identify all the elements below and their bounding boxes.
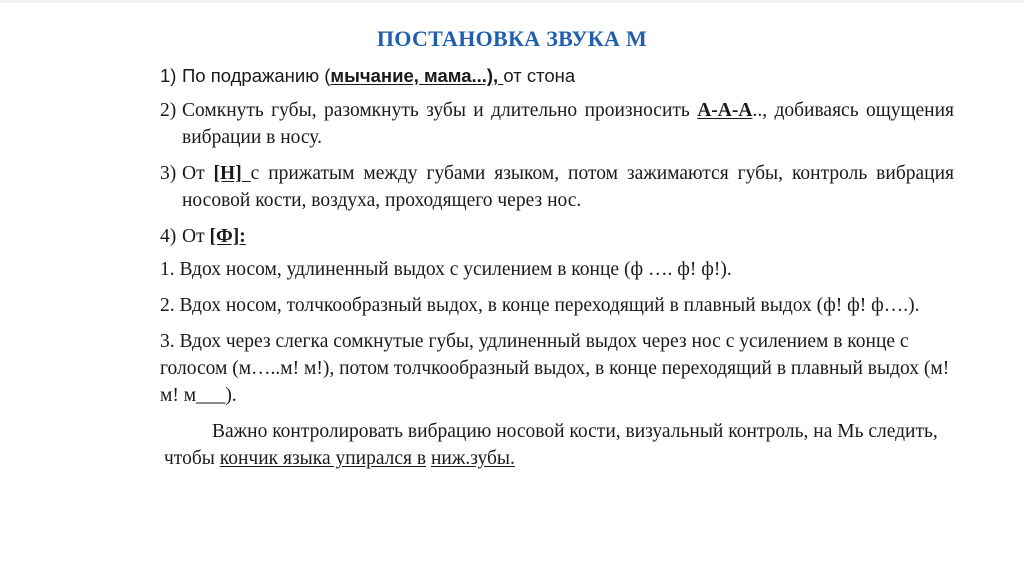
sub-item-1: 1. Вдох носом, удлиненный выдох с усилением в конце (ф …. ф! ф!). — [160, 259, 732, 280]
slide-content — [160, 62, 954, 472]
top-divider — [0, 0, 1024, 3]
item2-text-before: Сомкнуть губы, разомкнуть зубы и длительно произносить — [182, 100, 698, 121]
sub-item-3-end: ). — [225, 385, 237, 406]
item1-text-after: от стона — [503, 65, 576, 86]
sub-item-3 — [160, 328, 954, 409]
item1-bold-text: мычание, мама...), — [330, 65, 504, 86]
item3-text-before: От — [182, 163, 214, 184]
list-number-2: 2) — [160, 100, 177, 121]
item4-text-before: От — [182, 226, 210, 247]
note-underlined-2: ниж.зубы. — [431, 448, 515, 469]
item2-sound: А-А-А — [697, 100, 753, 121]
sub-item-2: 2. Вдох носом, толчкообразный выдох, в конце переходящий в плавный выдох (ф! ф! ф….). — [160, 295, 920, 316]
list-number-4: 4) — [160, 226, 177, 247]
list-item-3 — [160, 160, 954, 214]
note-paragraph — [164, 418, 954, 472]
note-underlined-1: кончик языка упирался в — [219, 448, 427, 469]
slide-title: ПОСТАНОВКА ЗВУКА М — [376, 26, 648, 51]
note-text-before: Важно контролировать вибрацию носовой кости, визуальный контроль, на Мь следить, чтобы — [164, 421, 938, 469]
list-item-1 — [160, 62, 954, 89]
item2-text-after: .., добиваясь ощущения вибрации в носу. — [182, 100, 954, 148]
item1-text-before: По подражанию ( — [182, 65, 331, 86]
sub-item-3-text: 3. Вдох через слегка сомкнутые губы, удлиненный выдох через нос с усилением в конце с голосом (м…..м! м!), потом толчкообразный выдох, в конце переходящий в плавный выдох (м! м! м — [160, 331, 950, 406]
list-item-4 — [160, 223, 954, 250]
item3-text-after: с прижатым между губами языком, потом зажимаются губы, контроль вибрация носовой кости, воздуха, проходящего через нос. — [182, 163, 954, 211]
item3-sound: [Н] — [213, 163, 251, 184]
list-item-2 — [160, 97, 954, 151]
item4-sound: [Ф]: — [209, 226, 246, 247]
sub-item-3-blank: ___ — [196, 385, 226, 406]
list-number-3: 3) — [160, 163, 177, 184]
list-number-1: 1) — [160, 65, 177, 86]
